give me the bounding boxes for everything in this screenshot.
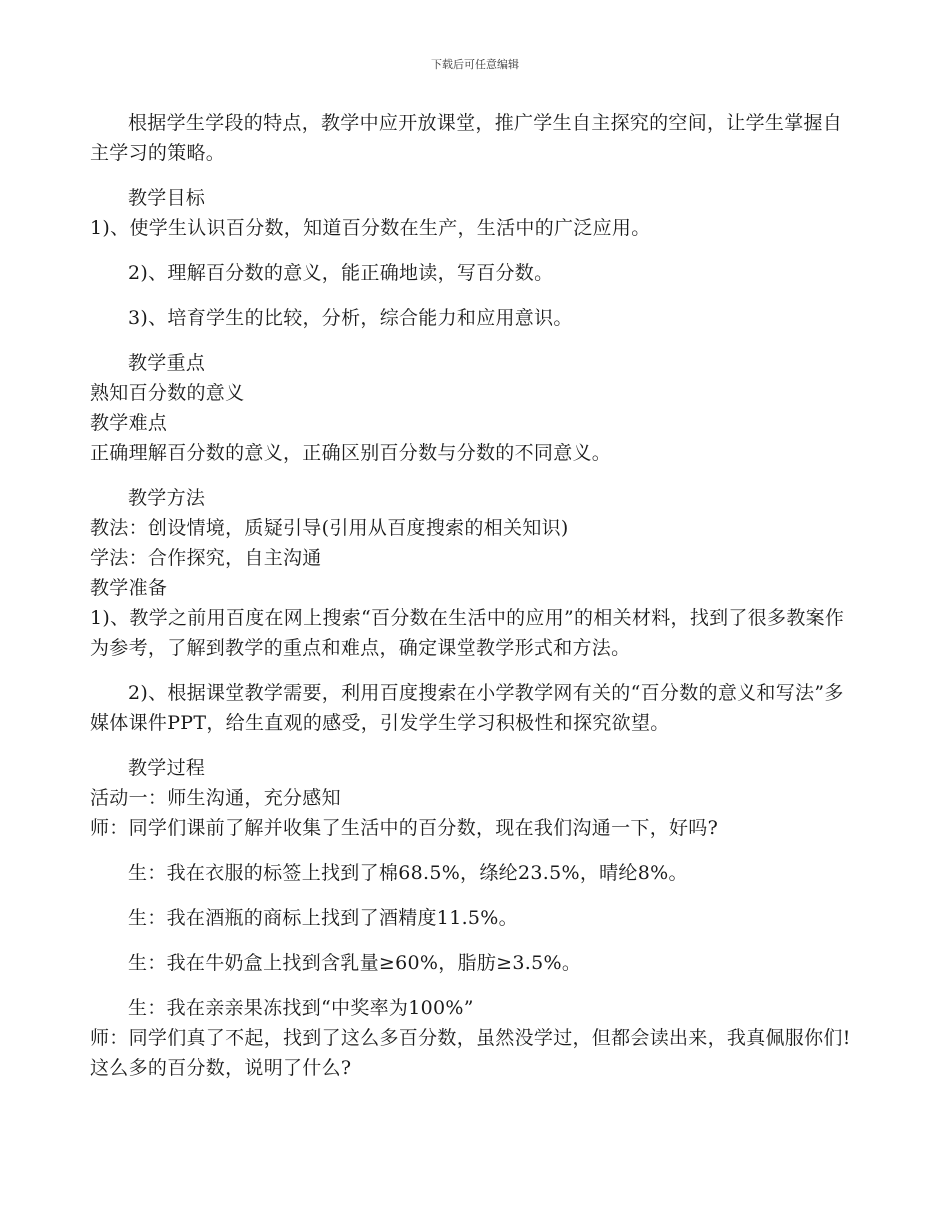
- student-line-1: 生：我在衣服的标签上找到了棉68.5%，绦纶23.5%，晴纶8%。: [128, 862, 688, 884]
- teacher-line-2: 师：同学们真了不起，找到了这么多百分数，虽然没学过，但都会读出来，我真佩服你们!这么多的百分数，说明了什么?: [90, 1027, 851, 1079]
- section-heading-process: 教学过程: [128, 757, 206, 779]
- difficulties-text: 正确理解百分数的意义，正确区别百分数与分数的不同意义。: [90, 442, 612, 464]
- teaching-method-text: 教法：创设情境，质疑引导(引用从百度搜索的相关知识): [90, 517, 569, 539]
- activity-1-title: 活动一：师生沟通，充分感知: [90, 787, 341, 809]
- section-heading-key-points: 教学重点: [128, 352, 206, 374]
- student-line-4: 生：我在亲亲果冻找到“中奖率为100%”: [128, 997, 474, 1019]
- teacher-line-1: 师：同学们课前了解并收集了生活中的百分数，现在我们沟通一下，好吗?: [90, 817, 719, 839]
- key-points-text: 熟知百分数的意义: [90, 382, 245, 404]
- student-line-3: 生：我在牛奶盒上找到含乳量≥60%，脂肪≥3.5%。: [128, 952, 582, 974]
- objective-3: 3)、培育学生的比较，分析，综合能力和应用意识。: [128, 307, 573, 329]
- preparation-1: 1)、教学之前用百度在网上搜索“百分数在生活中的应用”的相关材料，找到了很多教案作为参考，了解到教学的重点和难点，确定课堂教学形式和方法。: [90, 607, 845, 659]
- section-heading-methods: 教学方法: [128, 487, 206, 509]
- document-body: [90, 108, 860, 1083]
- section-heading-difficulties: 教学难点: [90, 412, 168, 434]
- objective-1: 1)、使学生认识百分数，知道百分数在生产，生活中的广泛应用。: [90, 217, 651, 239]
- student-line-2: 生：我在酒瓶的商标上找到了酒精度11.5%。: [128, 907, 518, 929]
- objective-2: 2)、理解百分数的意义，能正确地读，写百分数。: [128, 262, 554, 284]
- intro-paragraph: 根据学生学段的特点，教学中应开放课堂，推广学生自主探究的空间，让学生掌握自主学习的策略。: [90, 112, 843, 164]
- section-heading-objectives: 教学目标: [128, 187, 206, 209]
- section-heading-preparation: 教学准备: [90, 577, 168, 599]
- page-header: 下载后可任意编辑: [431, 58, 519, 71]
- learning-method-text: 学法：合作探究，自主沟通: [90, 547, 322, 569]
- preparation-2: 2)、根据课堂教学需要，利用百度搜索在小学教学网有关的“百分数的意义和写法”多媒体课件PPT，给生直观的感受，引发学生学习积极性和探究欲望。: [90, 682, 844, 734]
